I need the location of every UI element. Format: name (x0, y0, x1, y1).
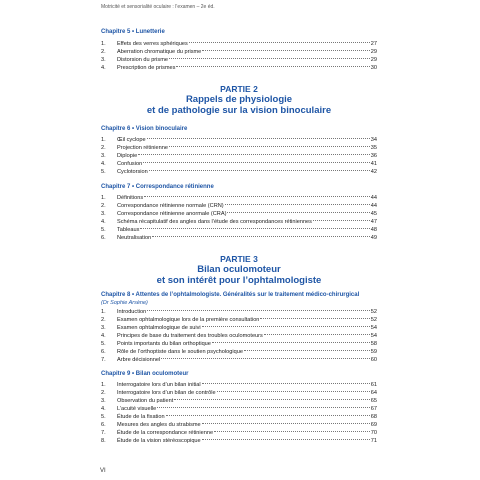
chapter-heading: Chapitre 8 • Attentes de l’ophtalmologiste. Généralités sur le traitement médico-chirurgical (101, 292, 360, 298)
entry-page: 42 (370, 169, 377, 175)
chapter-heading: Chapitre 7 • Correspondance rétinienne (101, 184, 214, 190)
entry-number: 8. (101, 438, 106, 444)
entry-title: Examen ophtalmologique de suivi (117, 325, 201, 331)
dot-leader (174, 399, 369, 400)
entry-title: Aberration chromatique du prisme (117, 49, 202, 55)
toc-entry (101, 234, 377, 242)
dot-leader (176, 66, 369, 67)
entry-page: 49 (370, 235, 377, 241)
entry-number: 2. (101, 317, 106, 323)
toc-entry (101, 332, 377, 340)
entry-title: Étude de la correspondance rétinienne (117, 430, 214, 436)
dot-leader (157, 407, 370, 408)
part-label: PARTIE 2 (220, 84, 258, 94)
dot-leader (149, 170, 370, 171)
dot-leader (202, 50, 370, 51)
entry-title: Points importants du bilan orthoptique (117, 341, 211, 347)
entry-page: 68 (370, 414, 377, 420)
dot-leader (147, 310, 370, 311)
dot-leader (202, 439, 370, 440)
entry-title: Principes de base du traitement des troubles oculomoteurs (117, 333, 263, 339)
entry-page: 54 (370, 325, 377, 331)
dot-leader (214, 431, 370, 432)
entry-number: 3. (101, 153, 106, 159)
toc-entry (101, 348, 377, 356)
chapter-heading: Chapitre 9 • Bilan oculomoteur (101, 371, 189, 377)
entry-number: 3. (101, 211, 106, 217)
entry-page: 70 (370, 430, 377, 436)
entry-number: 1. (101, 41, 106, 47)
entry-title: Examen ophtalmologique lors de la première consultation (117, 317, 260, 323)
entry-number: 1. (101, 309, 106, 315)
dot-leader (202, 383, 370, 384)
entry-page: 59 (370, 349, 377, 355)
entry-page: 27 (370, 41, 377, 47)
entry-number: 6. (101, 349, 106, 355)
dot-leader (227, 212, 369, 213)
entry-page: 29 (370, 57, 377, 63)
dot-leader (140, 228, 369, 229)
part-title: Bilan oculomoteur et son intérêt pour l’ophtalmologiste (156, 264, 322, 286)
part-title: Rappels de physiologie et de pathologie sur la vision binoculaire (146, 94, 332, 116)
toc-entry (101, 429, 377, 437)
entry-page: 36 (370, 153, 377, 159)
dot-leader (169, 58, 370, 59)
chapter-author: (Dr Sophie Arsène) (101, 300, 148, 306)
part-heading (101, 254, 377, 286)
entry-title: Correspondance rétinienne normale (CRN) (117, 203, 224, 209)
toc-entry (101, 194, 377, 202)
dot-leader (144, 196, 370, 197)
entry-page: 47 (370, 219, 377, 225)
toc-entry (101, 40, 377, 48)
toc-entry (101, 218, 377, 226)
toc-entry (101, 421, 377, 429)
dot-leader (147, 138, 370, 139)
entry-title: Définitions (117, 195, 144, 201)
entry-number: 4. (101, 406, 106, 412)
entry-title: Interrogatoire lors d’un bilan de contrôle (117, 390, 216, 396)
entry-title: Étude de la vision stéréoscopique (117, 438, 201, 444)
entry-title: Prescription de prismes (117, 65, 176, 71)
entry-title: Observation du patient (117, 398, 174, 404)
entry-number: 5. (101, 227, 106, 233)
dot-leader (202, 423, 370, 424)
entry-number: 7. (101, 357, 106, 363)
toc-entry (101, 226, 377, 234)
entry-number: 3. (101, 325, 106, 331)
toc-entry (101, 202, 377, 210)
entry-number: 4. (101, 65, 106, 71)
entry-title: Cyclotorsion (117, 169, 148, 175)
toc-entry (101, 168, 377, 176)
entry-page: 54 (370, 333, 377, 339)
page-number: VI (100, 468, 106, 474)
entry-page: 64 (370, 390, 377, 396)
toc-entry (101, 308, 377, 316)
entry-title: Effets des verres sphériques (117, 41, 188, 47)
entry-number: 2. (101, 49, 106, 55)
entry-number: 1. (101, 195, 106, 201)
entry-page: 35 (370, 145, 377, 151)
entry-title: Diplopie (117, 153, 138, 159)
entry-page: 71 (370, 438, 377, 444)
toc-entry (101, 405, 377, 413)
entry-page: 69 (370, 422, 377, 428)
entry-page: 41 (370, 161, 377, 167)
dot-leader (225, 204, 370, 205)
toc-entry (101, 56, 377, 64)
dot-leader (217, 391, 370, 392)
running-head: Motricité et sensorialité oculaire : l’examen – 2e éd. (101, 4, 215, 10)
toc-entry (101, 152, 377, 160)
entry-page: 44 (370, 195, 377, 201)
entry-number: 5. (101, 341, 106, 347)
entry-page: 52 (370, 317, 377, 323)
entry-page: 48 (370, 227, 377, 233)
dot-leader (212, 342, 370, 343)
toc-entry (101, 316, 377, 324)
entry-page: 52 (370, 309, 377, 315)
toc-entry (101, 437, 377, 445)
entry-title: L’acuité visuelle (117, 406, 157, 412)
dot-leader (313, 220, 370, 221)
entry-number: 6. (101, 422, 106, 428)
toc-entry (101, 160, 377, 168)
entry-number: 7. (101, 430, 106, 436)
entry-page: 29 (370, 49, 377, 55)
entry-number: 5. (101, 414, 106, 420)
entry-number: 1. (101, 382, 106, 388)
entry-number: 5. (101, 169, 106, 175)
entry-number: 2. (101, 145, 106, 151)
entry-number: 4. (101, 219, 106, 225)
entry-title: Distorsion du prisme (117, 57, 168, 63)
entry-number: 4. (101, 161, 106, 167)
entry-title: Arbre décisionnel (117, 357, 161, 363)
toc-entry (101, 64, 377, 72)
toc-entry (101, 144, 377, 152)
entry-page: 67 (370, 406, 377, 412)
entry-title: Neutralisation (117, 235, 152, 241)
entry-page: 60 (370, 357, 377, 363)
entry-number: 2. (101, 203, 106, 209)
entry-page: 58 (370, 341, 377, 347)
entry-title: Tableaux (117, 227, 140, 233)
toc-entry (101, 381, 377, 389)
entry-title: Confusion (117, 161, 143, 167)
entry-title: Correspondance rétinienne anormale (CRA) (117, 211, 227, 217)
toc-entry (101, 340, 377, 348)
chapter-heading: Chapitre 6 • Vision binoculaire (101, 126, 188, 132)
entry-title: Schéma récapitulatif des angles dans l’étude des correspondances rétiniennes (117, 219, 312, 225)
dot-leader (264, 334, 370, 335)
dot-leader (138, 154, 370, 155)
entry-page: 61 (370, 382, 377, 388)
entry-title: Étude de la fixation (117, 414, 165, 420)
toc-entry (101, 397, 377, 405)
entry-title: Œil cyclope (117, 137, 146, 143)
dot-leader (169, 146, 370, 147)
entry-title: Interrogatoire lors d’un bilan initial (117, 382, 201, 388)
entry-number: 3. (101, 57, 106, 63)
toc-entry (101, 48, 377, 56)
dot-leader (166, 415, 370, 416)
part-heading (101, 84, 377, 116)
entry-number: 4. (101, 333, 106, 339)
entry-page: 45 (370, 211, 377, 217)
entry-title: Introduction (117, 309, 147, 315)
entry-title: Rôle de l’orthoptiste dans le soutien psychologique (117, 349, 243, 355)
dot-leader (244, 350, 370, 351)
toc-entry (101, 413, 377, 421)
dot-leader (152, 236, 370, 237)
entry-number: 6. (101, 235, 106, 241)
toc-entry (101, 389, 377, 397)
entry-page: 34 (370, 137, 377, 143)
dot-leader (161, 358, 370, 359)
dot-leader (143, 162, 370, 163)
entry-page: 30 (370, 65, 377, 71)
entry-number: 2. (101, 390, 106, 396)
entry-number: 3. (101, 398, 106, 404)
chapter-heading: Chapitre 5 • Lunetterie (101, 29, 165, 35)
dot-leader (189, 42, 370, 43)
entry-number: 1. (101, 137, 106, 143)
entry-page: 44 (370, 203, 377, 209)
dot-leader (260, 318, 369, 319)
entry-title: Projection rétinienne (117, 145, 168, 151)
entry-title: Mesures des angles du strabisme (117, 422, 201, 428)
toc-entry (101, 136, 377, 144)
toc-entry (101, 210, 377, 218)
dot-leader (202, 326, 370, 327)
part-label: PARTIE 3 (220, 254, 258, 264)
toc-entry (101, 356, 377, 364)
toc-entry (101, 324, 377, 332)
entry-page: 65 (370, 398, 377, 404)
